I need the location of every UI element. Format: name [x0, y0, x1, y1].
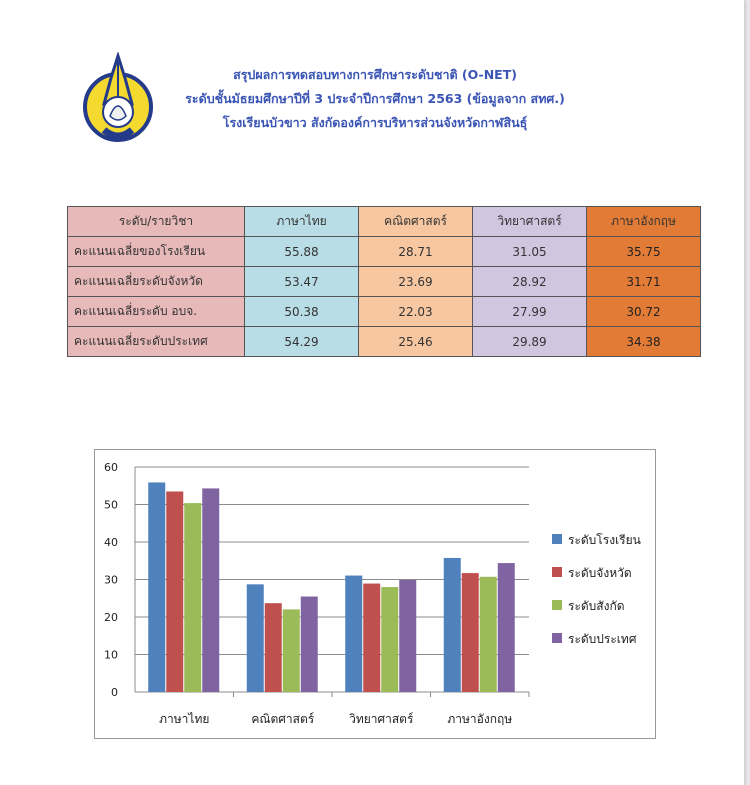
y-tick-label: 0 [111, 686, 118, 699]
bar [283, 609, 300, 692]
x-tick-label: วิทยาศาสตร์ [349, 712, 414, 726]
title-line-2: ระดับชั้นมัธยมศึกษาปีที่ 3 ประจำปีการศึกษา 2563 (ข้อมูลจาก สทศ.) [185, 91, 565, 106]
y-tick-label: 30 [104, 573, 118, 587]
y-tick-label: 40 [104, 536, 118, 549]
table-header-row [68, 207, 701, 237]
table-cell: 31.71 [587, 267, 701, 297]
row-label: คะแนนเฉลี่ยระดับ อบจ. [68, 297, 245, 327]
header-cell: ภาษาอังกฤษ [587, 207, 701, 237]
bar [301, 597, 318, 692]
table-cell: 53.47 [245, 267, 359, 297]
bar [381, 587, 398, 692]
legend-swatch [552, 600, 562, 610]
school-logo [82, 52, 154, 150]
table-cell: 27.99 [473, 297, 587, 327]
bar [265, 603, 282, 692]
table-cell: 30.72 [587, 297, 701, 327]
bar [399, 580, 416, 692]
title-line-1: สรุปผลการทดสอบทางการศึกษาระดับชาติ (O-NET) [233, 67, 517, 82]
legend-swatch [552, 633, 562, 643]
row-label: คะแนนเฉลี่ยระดับประเทศ [68, 327, 245, 357]
legend-label: ระดับประเทศ [568, 632, 637, 646]
legend-label: ระดับจังหวัด [568, 566, 632, 580]
bar [498, 563, 515, 692]
table-row [68, 237, 701, 267]
header-cell: วิทยาศาสตร์ [473, 207, 587, 237]
title-line-3: โรงเรียนบัวขาว สังกัดองค์การบริหารส่วนจังหวัดกาฬสินธุ์ [222, 115, 528, 130]
table-cell: 29.89 [473, 327, 587, 357]
table-cell: 28.71 [359, 237, 473, 267]
bar [247, 584, 264, 692]
table-row [68, 327, 701, 357]
bar [480, 577, 497, 692]
x-tick-label: ภาษาอังกฤษ [447, 712, 513, 726]
table-cell: 55.88 [245, 237, 359, 267]
table-cell: 28.92 [473, 267, 587, 297]
table-cell: 50.38 [245, 297, 359, 327]
legend-swatch [552, 567, 562, 577]
x-tick-label: ภาษาไทย [159, 712, 210, 726]
row-label: คะแนนเฉลี่ยระดับจังหวัด [68, 267, 245, 297]
bar [202, 488, 219, 692]
row-label: คะแนนเฉลี่ยของโรงเรียน [68, 237, 245, 267]
scores-table [67, 206, 701, 357]
table-cell: 22.03 [359, 297, 473, 327]
bar [184, 503, 201, 692]
y-tick-label: 50 [104, 498, 118, 512]
header-cell: ระดับ/รายวิชา [68, 207, 245, 237]
table-cell: 31.05 [473, 237, 587, 267]
header-cell: คณิตศาสตร์ [359, 207, 473, 237]
table-cell: 54.29 [245, 327, 359, 357]
header-cell: ภาษาไทย [245, 207, 359, 237]
table-cell: 34.38 [587, 327, 701, 357]
bar [345, 576, 362, 692]
x-tick-label: คณิตศาสตร์ [251, 712, 315, 726]
y-tick-label: 60 [104, 461, 118, 474]
legend-swatch [552, 534, 562, 544]
table-cell: 23.69 [359, 267, 473, 297]
table-row [68, 297, 701, 327]
y-tick-label: 20 [104, 611, 118, 624]
bar [462, 573, 479, 692]
bar-chart [94, 449, 656, 739]
chart-canvas [95, 450, 655, 738]
table-row [68, 267, 701, 297]
bar [444, 558, 461, 692]
y-tick-label: 10 [104, 648, 118, 662]
bar [166, 491, 183, 692]
table-cell: 35.75 [587, 237, 701, 267]
report-title [160, 63, 590, 135]
table-cell: 25.46 [359, 327, 473, 357]
legend-label: ระดับโรงเรียน [568, 533, 641, 547]
bar [363, 584, 380, 692]
bar [148, 482, 165, 692]
legend-label: ระดับสังกัด [568, 599, 625, 613]
